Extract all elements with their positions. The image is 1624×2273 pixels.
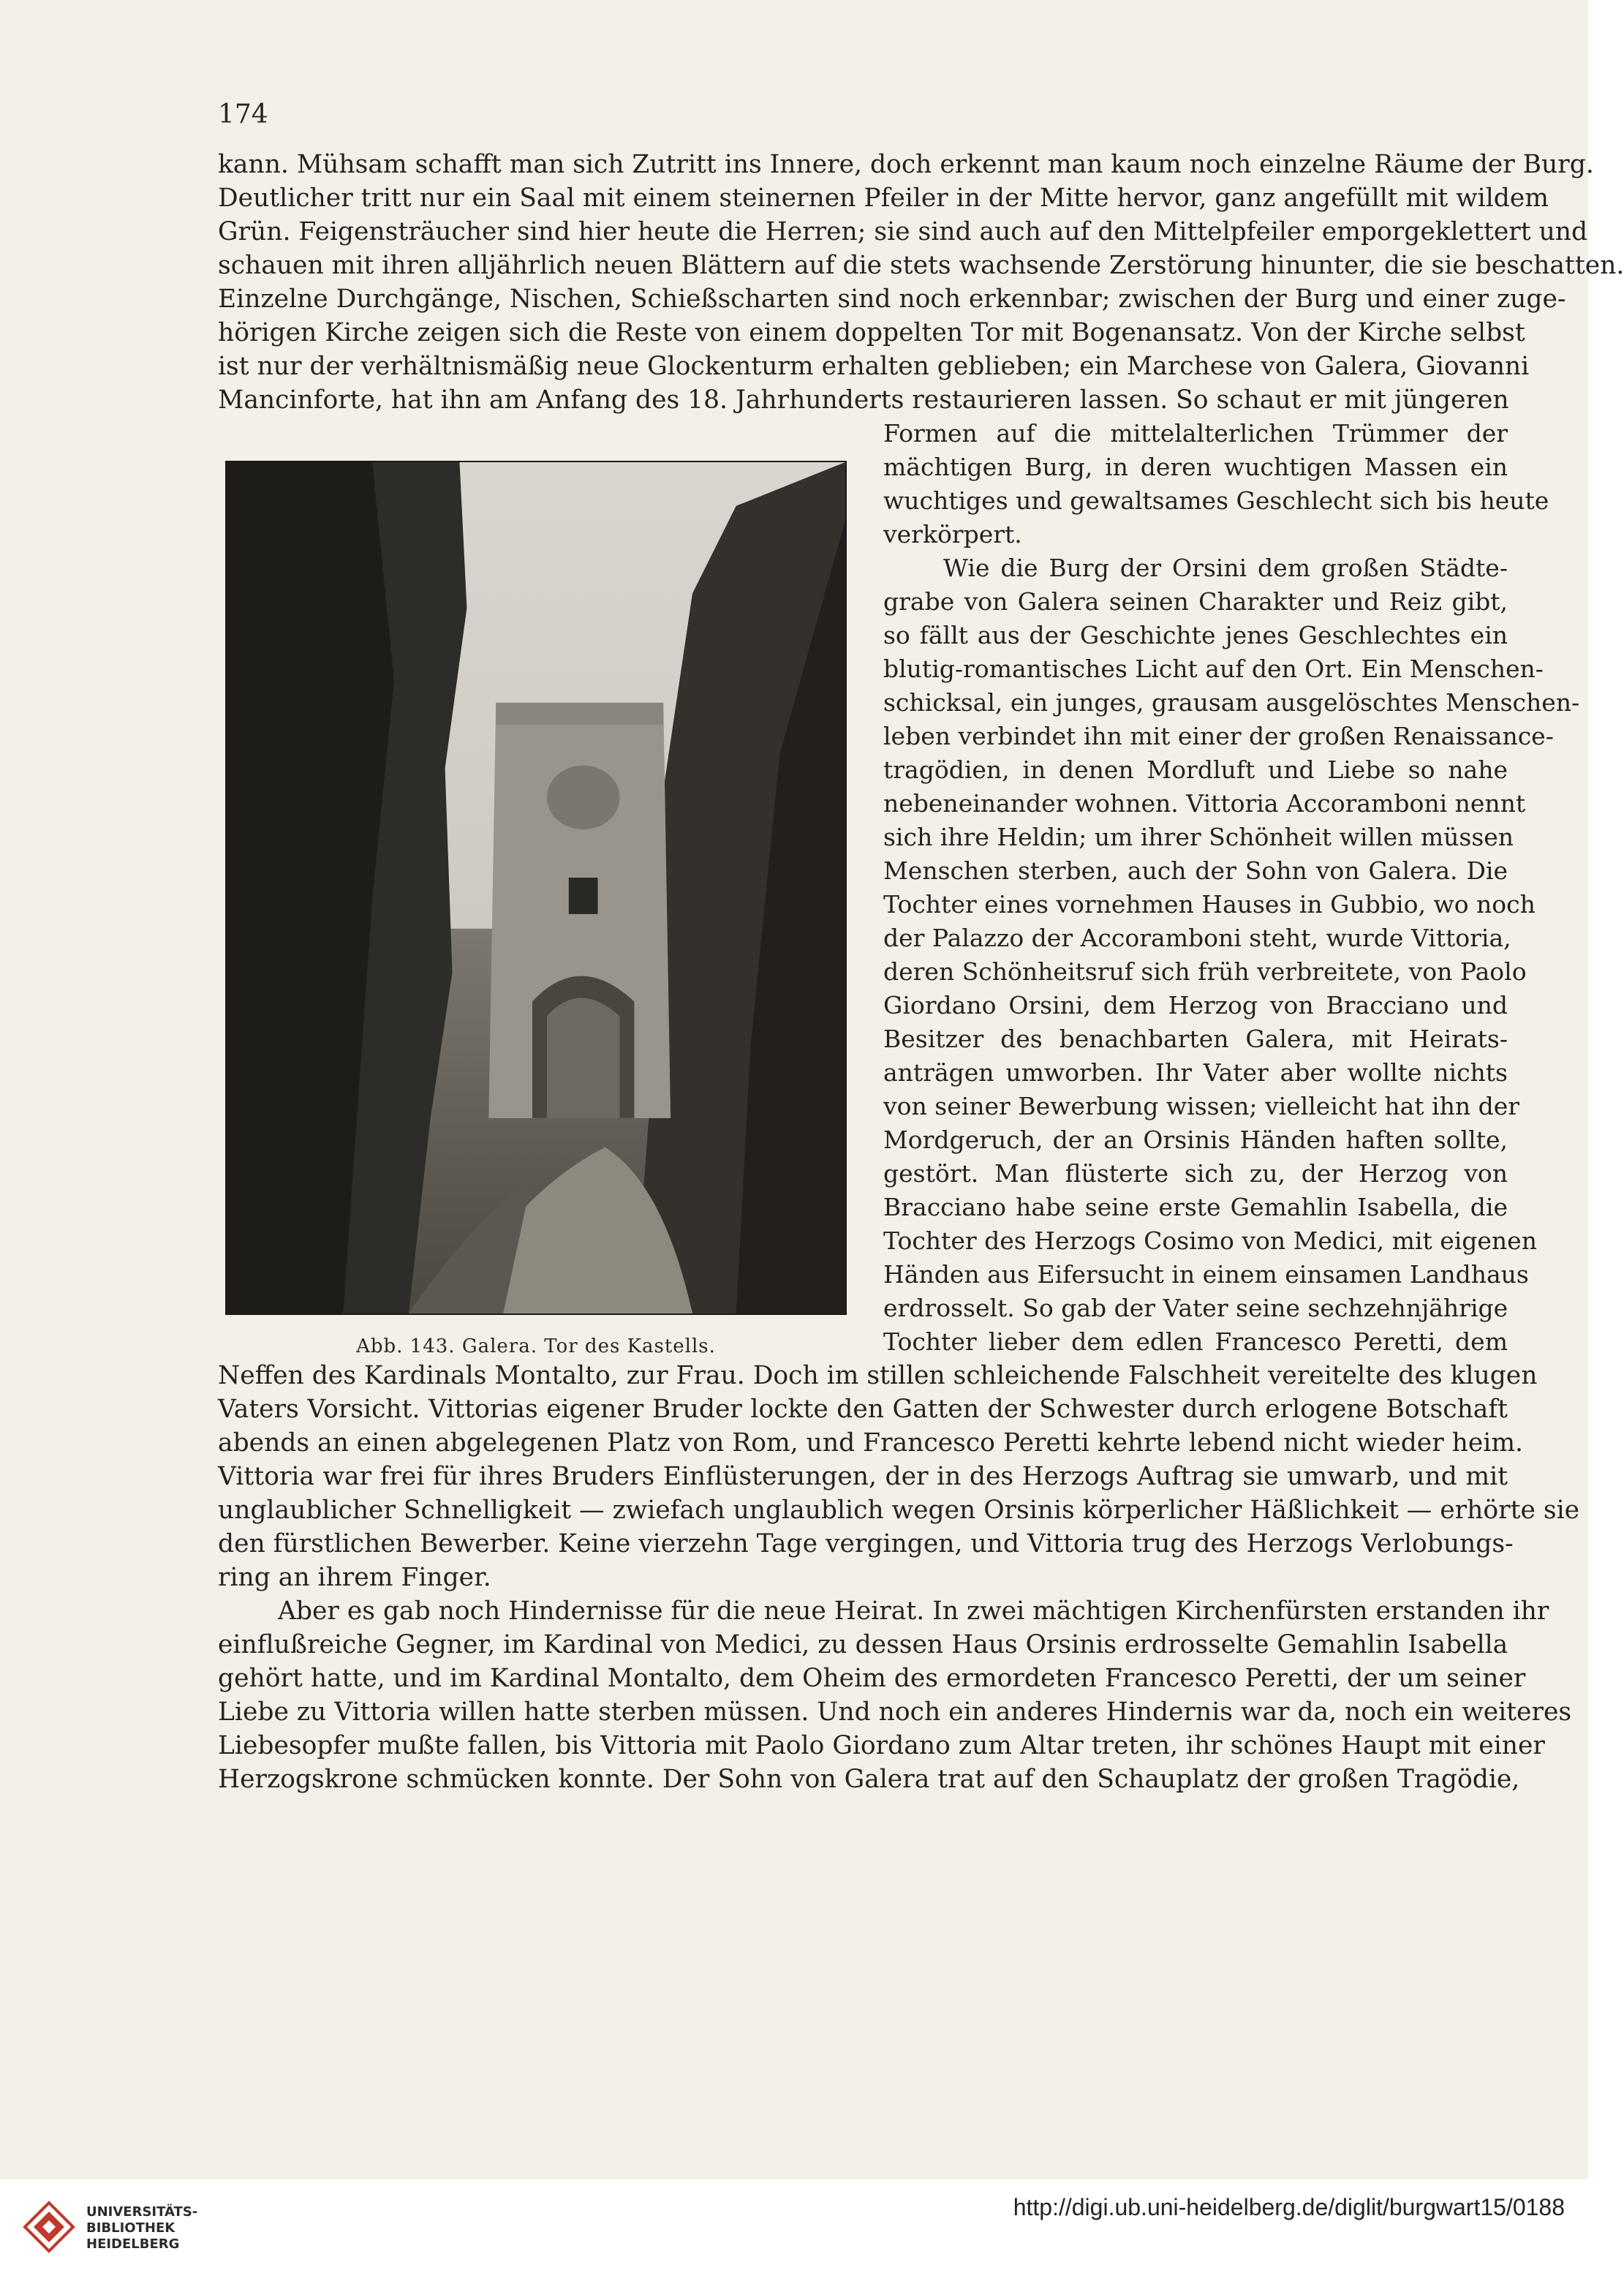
library-name-line: UNIVERSITÄTS- [86,2204,198,2220]
text-line: gehört hatte, und im Kardinal Montalto, dem Oheim des ermordeten Francesco Peretti, der um seiner [218,1664,1526,1693]
page-number: 174 [218,99,268,129]
text-line: tragödien, in denen Mordluft und Liebe so nahe [883,755,1508,784]
text-line: kann. Mühsam schafft man sich Zutritt ins Innere, doch erkennt man kaum noch einzelne Räume der Burg. [218,150,1594,179]
text-line: Liebe zu Vittoria willen hatte sterben müssen. Und noch ein anderes Hindernis war da, noch ein weiteres [218,1697,1572,1727]
text-line: der Palazzo der Accoramboni steht, wurde Vittoria, [883,924,1511,952]
text-line: Formen auf die mittelalterlichen Trümmer der [883,419,1508,448]
text-line: schauen mit ihren alljährlich neuen Blättern auf die stets wachsende Zerstörung hinunter, die sie beschatten. [218,251,1624,280]
text-line: Grün. Feigensträucher sind hier heute die Herren; sie sind auch auf den Mittelpfeiler emporgeklettert und [218,217,1588,246]
text-line: Wie die Burg der Orsini dem großen Städte- [943,554,1508,582]
text-line: ist nur der verhältnismäßig neue Glockenturm erhalten geblieben; ein Marchese von Galera, Giovanni [218,352,1530,381]
text-line: Tochter lieber dem edlen Francesco Peretti, dem [883,1327,1508,1356]
text-line: verkörpert. [883,520,1022,549]
text-line: Einzelne Durchgänge, Nischen, Schießscharten sind noch erkennbar; zwischen der Burg und einer zuge- [218,284,1566,314]
text-line: ring an ihrem Finger. [218,1563,491,1592]
photo-image [227,462,845,1313]
university-library-logo [22,2200,76,2254]
text-line: abends an einen abgelegenen Platz von Rom, und Francesco Peretti kehrte lebend nicht wieder heim. [218,1428,1524,1458]
text-line: Giordano Orsini, dem Herzog von Bracciano und [883,991,1508,1019]
library-name [86,2204,197,2253]
text-line: Bracciano habe seine erste Gemahlin Isabella, die [883,1193,1508,1221]
text-line: blutig-romantisches Licht auf den Ort. Ein Menschen- [883,655,1544,683]
text-line: Mancinforte, hat ihn am Anfang des 18. Jahrhunderts restaurieren lassen. So schaut er mit jüngeren [218,385,1509,415]
text-line: anträgen umworben. Ihr Vater aber wollte nichts [883,1058,1508,1087]
text-line: erdrosselt. So gab der Vater seine sechzehnjährige [883,1294,1508,1322]
text-line: unglaublicher Schnelligkeit — zwiefach unglaublich wegen Orsinis körperlicher Häßlichkeit — erhörte sie [218,1496,1580,1525]
text-line: Besitzer des benachbarten Galera, mit Heirats- [883,1025,1508,1053]
viewer-footer [0,2179,1588,2273]
text-line: nebeneinander wohnen. Vittoria Accoramboni nennt [883,789,1526,818]
text-line: einflußreiche Gegner, im Kardinal von Medici, zu dessen Haus Orsinis erdrosselte Gemahlin Isabella [218,1630,1508,1659]
castle-gate-photograph [225,461,847,1315]
text-line: Händen aus Eifersucht in einem einsamen Landhaus [883,1260,1529,1289]
text-line: schicksal, ein junges, grausam ausgelöschtes Menschen- [883,688,1580,717]
text-line: sich ihre Heldin; um ihrer Schönheit willen müssen [883,823,1514,851]
library-name-line: BIBLIOTHEK [86,2220,175,2236]
text-line: Mordgeruch, der an Orsinis Händen haften sollte, [883,1126,1508,1154]
text-line: so fällt aus der Geschichte jenes Geschlechtes ein [883,621,1508,649]
text-line: Vittoria war frei für ihres Bruders Einflüsterungen, der in des Herzogs Auftrag sie umwarb, und mit [218,1462,1508,1491]
library-name-line: HEIDELBERG [86,2236,180,2252]
text-line: deren Schönheitsruf sich früh verbreitete, von Paolo [883,957,1527,986]
text-line: Tochter des Herzogs Cosimo von Medici, mit eigenen [883,1226,1537,1255]
figure-caption: Abb. 143. Galera. Tor des Kastells. [356,1335,716,1357]
text-line: Neffen des Kardinals Montalto, zur Frau. Doch im stillen schleichende Falschheit vereitelte des klugen [218,1361,1538,1390]
text-line: Tochter eines vornehmen Hauses in Gubbio, wo noch [883,890,1536,919]
text-line: von seiner Bewerbung wissen; vielleicht hat ihn der [883,1092,1520,1120]
text-line: den fürstlichen Bewerber. Keine vierzehn Tage vergingen, und Vittoria trug des Herzogs Verlobungs- [218,1529,1514,1558]
text-line: Menschen sterben, auch der Sohn von Galera. Die [883,856,1508,885]
text-line: grabe von Galera seinen Charakter und Reiz gibt, [883,587,1508,616]
text-line: mächtigen Burg, in deren wuchtigen Massen ein [883,453,1508,481]
text-line: Herzogskrone schmücken konnte. Der Sohn von Galera trat auf den Schauplatz der großen Tragödie, [218,1765,1520,1794]
text-line: Vaters Vorsicht. Vittorias eigener Bruder lockte den Gatten der Schwester durch erlogene Botschaft [218,1395,1508,1424]
text-line: hörigen Kirche zeigen sich die Reste von einem doppelten Tor mit Bogenansatz. Von der Kirche selbst [218,318,1525,347]
permalink-url[interactable]: http://digi.ub.uni-heidelberg.de/diglit/burgwart15/0188 [1013,2194,1565,2220]
text-line: gestört. Man flüsterte sich zu, der Herzog von [883,1159,1508,1188]
text-line: Deutlicher tritt nur ein Saal mit einem steinernen Pfeiler in der Mitte hervor, ganz angefüllt mit wildem [218,184,1549,213]
text-line: Aber es gab noch Hindernisse für die neue Heirat. In zwei mächtigen Kirchenfürsten erstanden ihr [278,1597,1549,1626]
text-line: Liebesopfer mußte fallen, bis Vittoria mit Paolo Giordano zum Altar treten, ihr schönes Haupt mit einer [218,1731,1545,1760]
text-line: leben verbindet ihn mit einer der großen Renaissance- [883,722,1554,750]
text-line: wuchtiges und gewaltsames Geschlecht sich bis heute [883,486,1549,515]
